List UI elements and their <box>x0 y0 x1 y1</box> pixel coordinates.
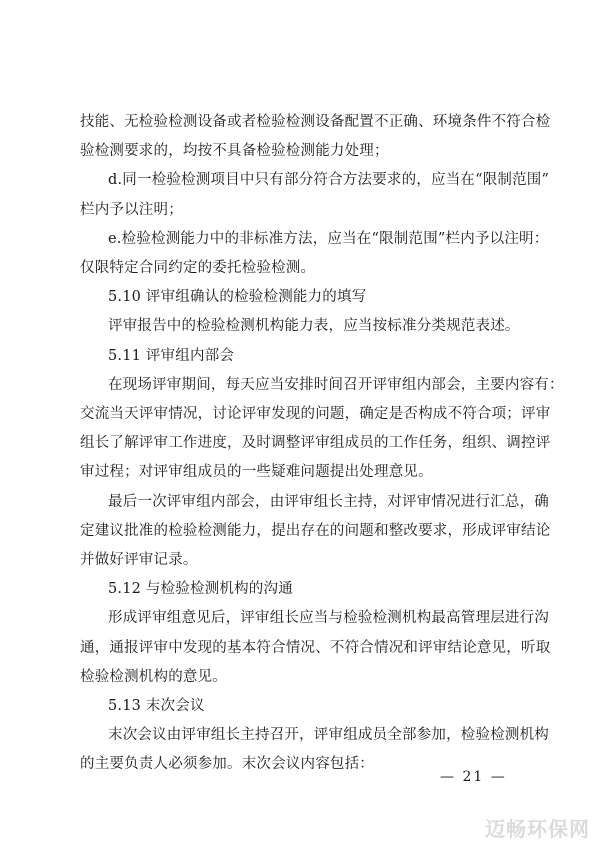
body-text-line: 交流当天评审情况，讨论评审发现的问题，确定是否构成不符合项；评审 <box>80 406 551 422</box>
section-heading-5-13: 5.13 末次会议 <box>108 698 205 714</box>
body-text-line: 技能、无检验检测设备或者检验检测设备配置不正确、环境条件不符合检 <box>80 114 551 130</box>
body-text-line: 栏内予以注明； <box>80 202 183 218</box>
body-text-line: 组长了解评审工作进度，及时调整评审组成员的工作任务，组织、调控评 <box>80 435 551 451</box>
body-text-line: 仅限特定合同约定的委托检验检测。 <box>80 260 316 276</box>
section-heading-5-11: 5.11 评审组内部会 <box>108 348 235 364</box>
body-text-line: 审过程；对评审组成员的一些疑难问题提出处理意见。 <box>80 464 433 480</box>
body-text-line: 并做好评审记录。 <box>80 552 198 568</box>
body-text-line: 的主要负责人必须参加。末次会议内容包括： <box>80 756 374 772</box>
page-number: — 21 — <box>440 769 507 785</box>
body-text-line: 末次会议由评审组长主持召开，评审组成员全部参加，检验检测机构 <box>108 727 549 743</box>
body-text-line: 在现场评审期间，每天应当安排时间召开评审组内部会，主要内容有： <box>108 377 564 393</box>
list-item-e: e.检验检测能力中的非标准方法，应当在“限制范围”栏内予以注明： <box>108 231 549 247</box>
section-heading-5-12: 5.12 与检验检测机构的沟通 <box>108 581 293 597</box>
body-text-line: 评审报告中的检验检测机构能力表，应当按标准分类规范表述。 <box>108 318 520 334</box>
body-text-line: 验检测要求的，均按不具备检验检测能力处理； <box>80 143 389 159</box>
body-text-line: 定建议批准的检验检测能力，提出存在的问题和整改要求，形成评审结论 <box>80 523 551 539</box>
body-text-line: 检验检测机构的意见。 <box>80 669 227 685</box>
list-item-d: d.同一检验检测项目中只有部分符合方法要求的，应当在“限制范围” <box>108 172 550 188</box>
body-text-line: 形成评审组意见后，评审组长应当与检验检测机构最高管理层进行沟 <box>108 610 549 626</box>
site-watermark: 迈畅环保网 <box>485 817 590 841</box>
body-text-line: 最后一次评审组内部会，由评审组长主持，对评审情况进行汇总，确 <box>108 494 549 510</box>
section-heading-5-10: 5.10 评审组确认的检验检测能力的填写 <box>108 289 367 305</box>
body-text-line: 通，通报评审中发现的基本符合情况、不符合情况和评审结论意见，听取 <box>80 640 551 656</box>
